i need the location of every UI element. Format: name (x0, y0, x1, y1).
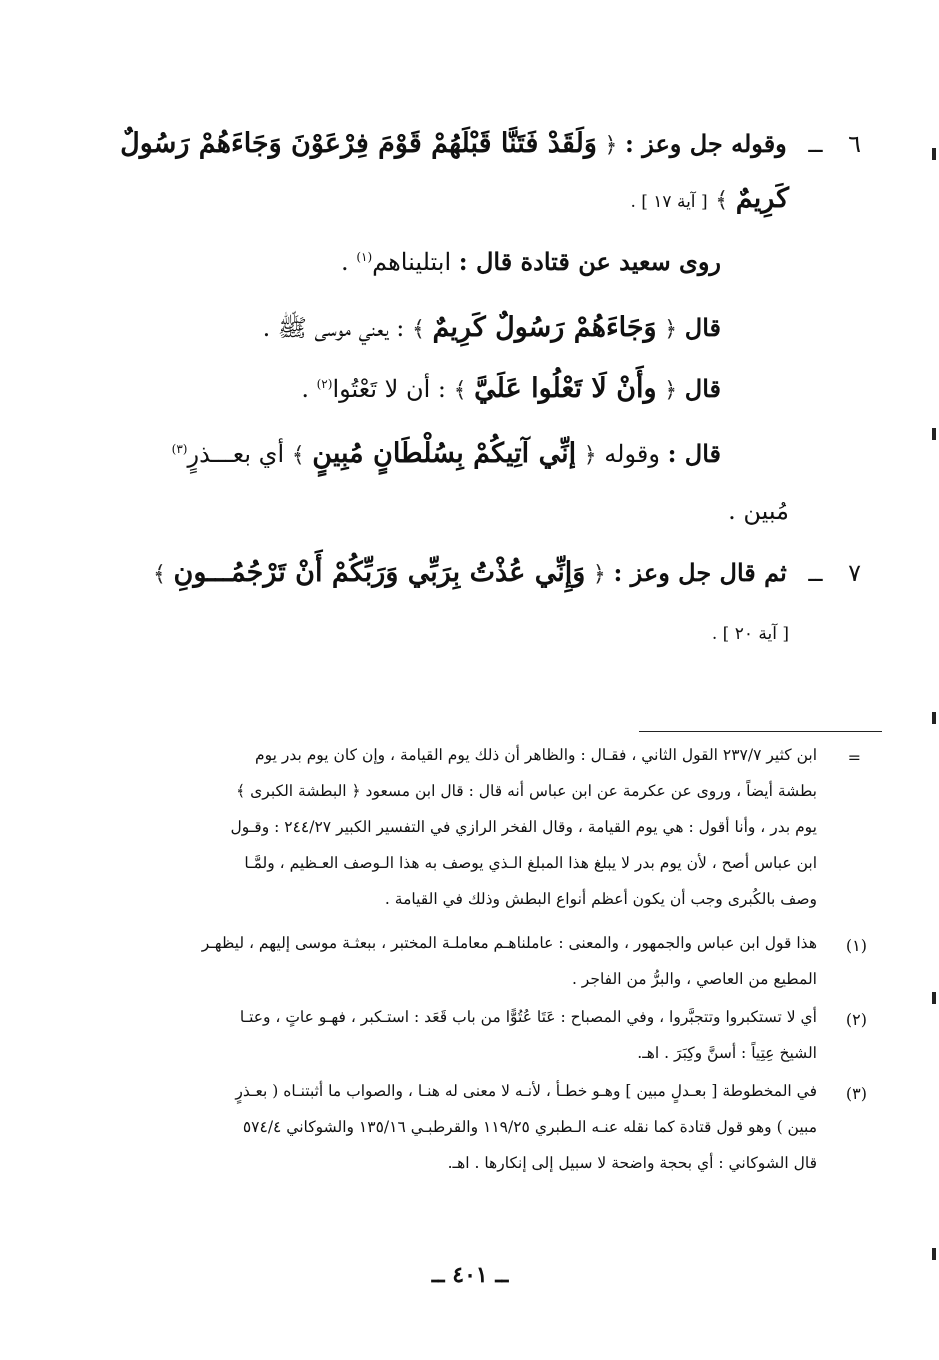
quran-verse: وَلَقَدْ فَتَنَّا قَبْلَهُمْ قَوْمَ فِرْعَوْنَ وَجَاءَهُمْ رَسُولٌ (120, 128, 597, 159)
ornament-close-icon: ﴾ (715, 188, 729, 213)
scan-edge-mark (932, 712, 936, 724)
footnote-line: قال الشوكاني : أي بحجة واضحة لا سبيل إلى إنكارها . اهـ. (447, 1154, 817, 1172)
narration-lead: روى سعيد عن قتادة قال : (458, 247, 721, 276)
page-number: ــ ٤٠١ ــ (431, 1262, 509, 1288)
ornament-open-icon: ﴿ (592, 562, 606, 587)
footnote-number-2: (٢) (845, 1010, 867, 1029)
narration-line (341, 247, 721, 276)
narration-text: ابتليناهم (372, 248, 452, 276)
item-number: ٧ (848, 559, 861, 587)
item-dash: ــ (808, 559, 823, 587)
footnote-line: مبين ) وهو قول قتادة كما نقله عنـه الـطبري ١١٩/٢٥ والقرطبـي ١٣٥/١٦ والشوكاني ٥٧٤/٤ (242, 1118, 817, 1136)
quran-verse: وأَنْ لَا تَعْلُوا عَلَيَّ (474, 373, 657, 404)
quran-verse: وَجَاءَهُمْ رَسُولٌ كَرِيمٌ (432, 312, 657, 343)
footnote-marker-1: (١) (356, 250, 373, 264)
footnote-number-3: (٣) (845, 1084, 867, 1103)
footnote-line: المطيع من العاصي ، والبرُّ من الفاجر . (571, 970, 817, 988)
scan-edge-mark (932, 1248, 936, 1260)
footnote-line: في المخطوطة [ بعـدلٍ مبين ] وهـو خطـأ ، لأنـه لا معنى له هنـا ، والصواب ما أثبتنـاه ( بعـذرٍ (235, 1082, 817, 1100)
ornament-close-icon: ﴾ (153, 562, 166, 587)
qala-lead: قال (684, 374, 721, 403)
footnote-line: يوم بدر ، وأنا أقول : هي يوم القيامة ، وقال الفخر الرازي في التفسير الكبير ٢٤٤/٢٧ : وقـول (230, 818, 817, 836)
qala-text: : يعني موسى ﷺ . (262, 314, 405, 342)
footnote-line: هذا قول ابن عباس والجمهور ، والمعنى : عاملناهـم معاملـة المختبر ، ببعثـة موسى إليهم ، ليظهـر (201, 934, 817, 952)
qala-text-pre: وقوله (604, 440, 660, 468)
footnote-separator (639, 731, 882, 732)
footnote-line: وصف بالكُبرى وجب أن يكون أعظم أنواع البطش وذلك في القيامة . (384, 890, 817, 908)
qala-2-line (301, 373, 721, 404)
footnote-line: ابن كثير ٢٣٧/٧ القول الثاني ، فقـال : والظاهر أن ذلك يوم القيامة ، وإن كان يوم بدر يوم (254, 746, 817, 764)
footnote-line: أي لا تستكبروا وتتجبَّروا ، وفي المصباح : عَتَا عُتُوًّا من باب قَعَد : استـكبر ، فهـو عاتٍ ، وعتـا (239, 1008, 817, 1026)
qala-1-line (263, 312, 721, 348)
scan-edge-mark (932, 428, 936, 440)
item-7-line-1 (153, 557, 861, 588)
footnote-continuation-marker: = (847, 748, 861, 767)
qala-3-line (172, 438, 721, 469)
ornament-open-icon: ﴿ (604, 133, 618, 158)
footnote-marker-2: (٢) (316, 377, 333, 391)
item-lead: ثم قال جل وعز : (613, 558, 787, 587)
item-6-line-1 (120, 128, 861, 159)
ornament-close-icon: ﴾ (411, 317, 425, 342)
footnote-line: ابن عباس أصح ، لأن يوم بدر لا يبلغ هذا المبلغ الـذي يوصف به هذا الـوصف العـظيم ، ولمَّـا (244, 854, 817, 872)
verse-reference: [ آية ٢٠ ] . (711, 624, 789, 644)
scan-edge-mark (932, 148, 936, 160)
quran-verse-continued: كَرِيمٌ (735, 183, 789, 214)
qala-lead: قال (684, 313, 721, 342)
qala-text-continued: مُبين . (728, 497, 789, 525)
quran-verse: وَإِنِّي عُذْتُ بِرَبِّي وَرَبِّكُمْ أَنْ تَرْجُمُـــونِ (173, 557, 586, 588)
qala-text: : أن لا تَعْتُوا (332, 375, 446, 403)
qala-lead: قال : (667, 439, 721, 468)
footnote-line: الشيخ عِتِياً : أسنَّ وكِبَرَ . اهـ. (637, 1044, 817, 1062)
scan-edge-mark (932, 992, 936, 1004)
item-7-line-2 (712, 617, 789, 645)
footnote-line: بطشة أيضاً ، وروى عن عكرمة عن ابن عباس أنه قال : قال ابن مسعود ﴿ البطشة الكبرى ﴾ (236, 782, 817, 800)
qala-text-post: أي بعـــذرٍ (187, 440, 285, 468)
ornament-open-icon: ﴿ (583, 443, 597, 468)
item-number: ٦ (848, 130, 861, 158)
ornament-close-icon: ﴾ (453, 378, 467, 403)
ornament-close-icon: ﴾ (291, 443, 305, 468)
item-lead: وقوله جل وعز : (625, 129, 787, 158)
footnote-number-1: (١) (845, 936, 867, 955)
qala-3-line-2 (728, 497, 789, 525)
verse-reference: [ آية ١٧ ] . (630, 192, 708, 212)
item-6-line-2 (630, 183, 789, 214)
ornament-open-icon: ﴿ (664, 317, 678, 342)
item-dash: ــ (808, 130, 823, 158)
qala-end: . (301, 375, 309, 403)
narration-end: . (341, 248, 349, 276)
quran-verse: إنِّي آتِيكُمْ بِسُلْطَانٍ مُبِينٍ (312, 438, 577, 469)
footnote-marker-3: (٣) (171, 442, 188, 456)
ornament-open-icon: ﴿ (664, 378, 678, 403)
